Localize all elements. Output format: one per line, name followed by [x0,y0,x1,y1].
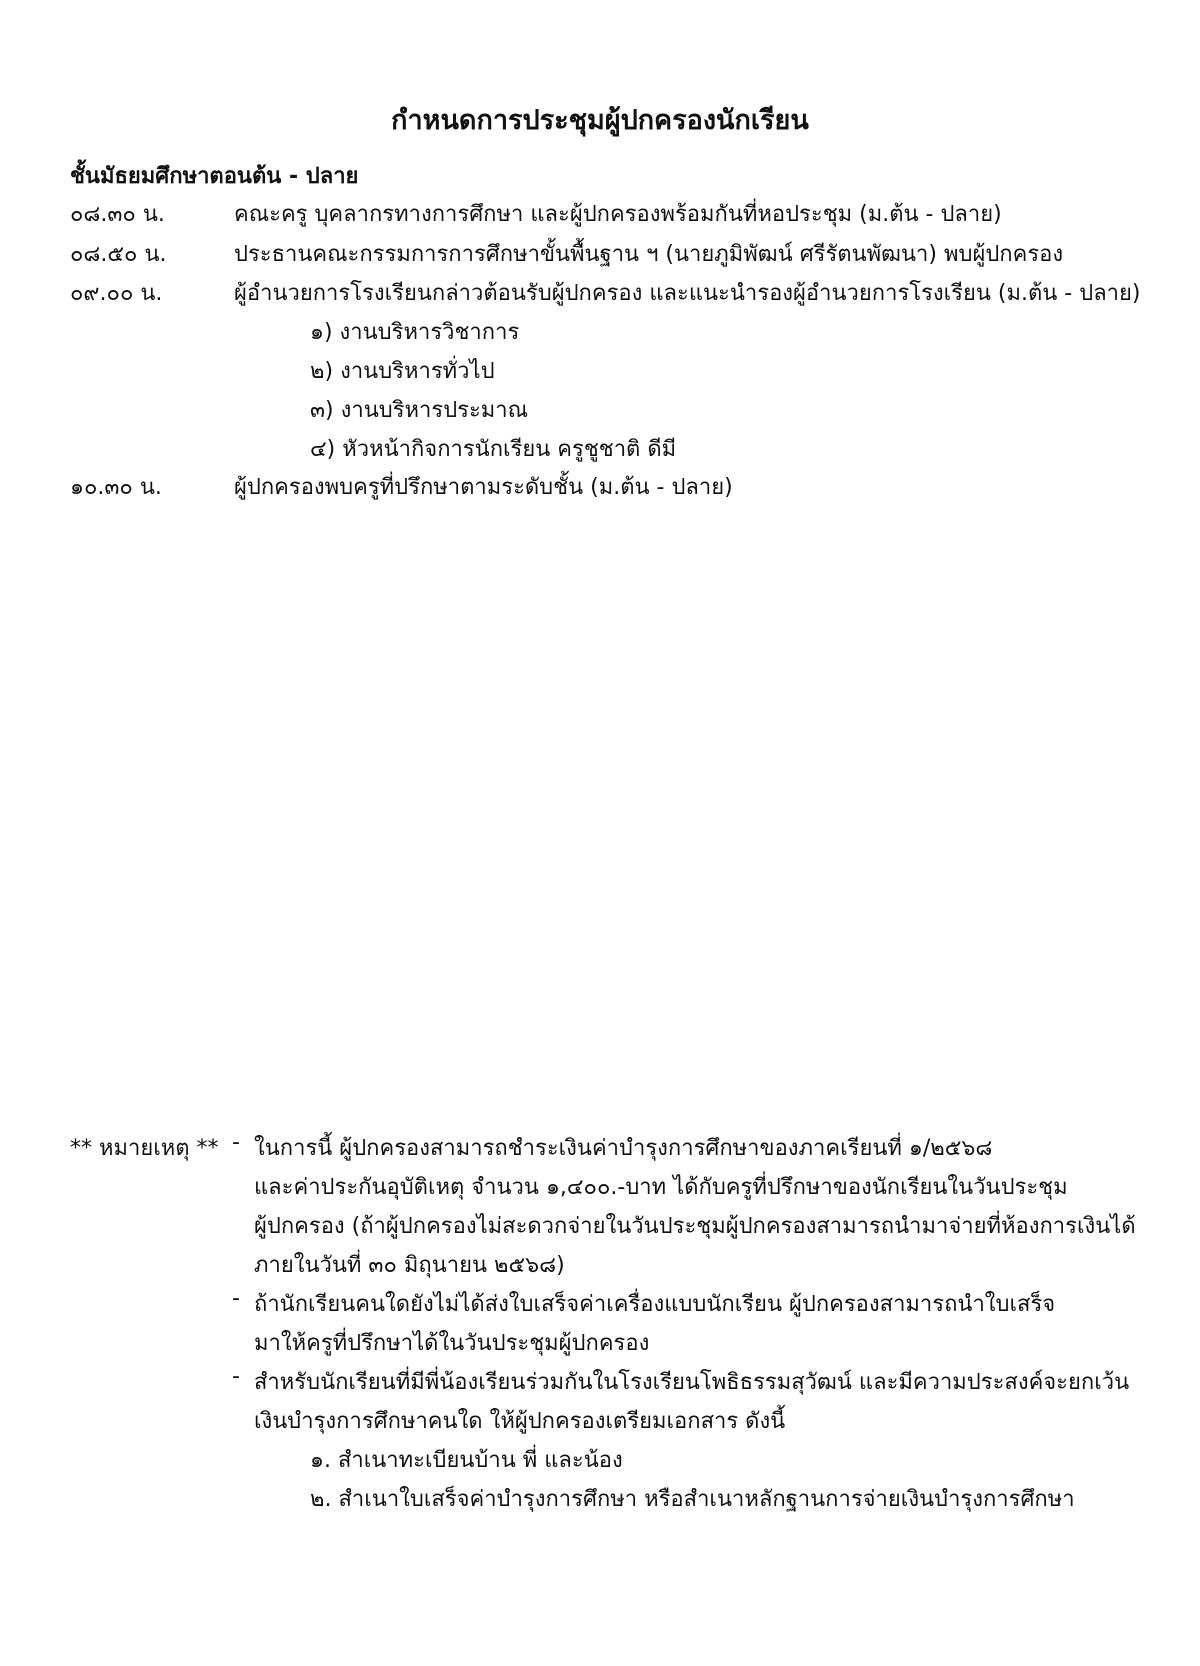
department-item: ๒) งานบริหารทั่วไป [310,359,495,384]
schedule-row [70,275,1170,309]
department-item: ๔) หัวหน้ากิจการนักเรียน ครูชูชาติ ดีมี [310,437,677,462]
section-subtitle: ชั้นมัธยมศึกษาตอนต้น - ปลาย [70,164,359,189]
note-line: ภายในวันที่ ๓๐ มิถุนายน ๒๕๖๘) [254,1253,565,1278]
note-bullet: - [232,1364,240,1389]
note-line: สำหรับนักเรียนที่มีพี่น้องเรียนร่วมกันในโรงเรียนโพธิธรรมสุวัฒน์ และมีความประสงค์จะยกเว้น [254,1370,1130,1395]
note-line: และค่าประกันอุบัติเหตุ จำนวน ๑,๔๐๐.-บาท ได้กับครูที่ปรึกษาของนักเรียนในวันประชุม [254,1175,1068,1200]
note-label: ** หมายเหตุ ** [70,1136,219,1161]
schedule-text: ผู้อำนวยการโรงเรียนกล่าวต้อนรับผู้ปกครอง และแนะนำรองผู้อำนวยการโรงเรียน (ม.ต้น - ปลาย) [234,281,1141,306]
note-line: ผู้ปกครอง (ถ้าผู้ปกครองไม่สะดวกจ่ายในวันประชุมผู้ปกครองสามารถนำมาจ่ายที่ห้องการเงินได้ [254,1214,1136,1239]
schedule-text: ประธานคณะกรรมการการศึกษาขั้นพื้นฐาน ฯ (นายภูมิพัฒน์ ศรีรัตนพัฒนา) พบผู้ปกครอง [234,242,1064,267]
note-line: ในการนี้ ผู้ปกครองสามารถชำระเงินค่าบำรุงการศึกษาของภาคเรียนที่ ๑/๒๕๖๘ [254,1136,993,1161]
note-line: ถ้านักเรียนคนใดยังไม่ได้ส่งใบเสร็จค่าเครื่องแบบนักเรียน ผู้ปกครองสามารถนำใบเสร็จ [254,1292,1056,1317]
schedule-row [70,236,1170,270]
document-item: ๒. สำเนาใบเสร็จค่าบำรุงการศึกษา หรือสำเนาหลักฐานการจ่ายเงินบำรุงการศึกษา [310,1487,1075,1512]
page-title: กำหนดการประชุมผู้ปกครองนักเรียน [391,105,809,136]
schedule-time: ๑๐.๓๐ น. [70,475,162,500]
department-item: ๑) งานบริหารวิชาการ [310,320,520,345]
note-bullet: - [232,1286,240,1311]
schedule-text: ผู้ปกครองพบครูที่ปรึกษาตามระดับชั้น (ม.ต้น - ปลาย) [234,475,733,500]
note-line: เงินบำรุงการศึกษาคนใด ให้ผู้ปกครองเตรียมเอกสาร ดังนี้ [254,1409,786,1434]
department-item: ๓) งานบริหารประมาณ [310,398,529,423]
document-item: ๑. สำเนาทะเบียนบ้าน พี่ และน้อง [310,1448,623,1473]
schedule-time: ๐๘.๕๐ น. [70,242,167,267]
note-bullet: - [232,1130,240,1155]
schedule-row [70,469,1170,503]
schedule-row [70,196,1170,230]
schedule-time: ๐๙.๐๐ น. [70,281,163,306]
schedule-text: คณะครู บุคลากรทางการศึกษา และผู้ปกครองพร้อมกันที่หอประชุม (ม.ต้น - ปลาย) [234,202,1002,227]
note-line: มาให้ครูที่ปรึกษาได้ในวันประชุมผู้ปกครอง [254,1331,650,1356]
schedule-time: ๐๘.๓๐ น. [70,202,165,227]
